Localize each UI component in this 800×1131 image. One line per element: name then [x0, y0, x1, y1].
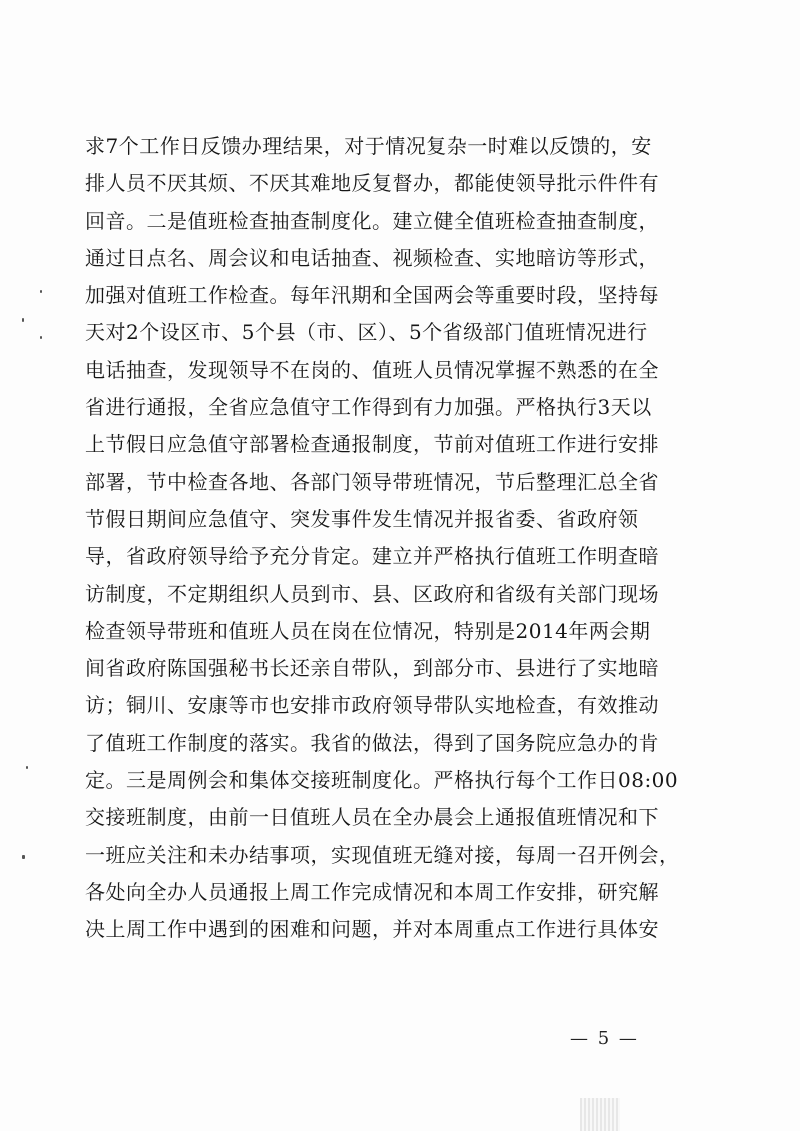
text-line: 各处向全办人员通报上周工作完成情况和本周工作安排，研究解 — [85, 879, 659, 904]
text-line: 定。三是周例会和集体交接班制度化。严格执行每个工作日08:00 — [85, 768, 679, 793]
scan-artifact — [580, 1098, 620, 1131]
text-line: 交接班制度，由前一日值班人员在全办晨会上通报值班情况和下 — [85, 805, 659, 830]
text-line: 检查领导带班和值班人员在岗在位情况，特别是2014年两会期 — [85, 618, 651, 643]
text-line: 天对2个设区市、5个县（市、区）、5个省级部门值班情况进行 — [85, 320, 648, 345]
scan-speck — [26, 766, 28, 769]
text-line: 决上周工作中遇到的困难和问题，并对本周重点工作进行具体安 — [85, 917, 659, 942]
text-line: 回音。二是值班检查抽查制度化。建立健全值班检查抽查制度， — [85, 208, 659, 233]
text-line: 间省政府陈国强秘书长还亲自带队，到部分市、县进行了实地暗 — [85, 656, 659, 681]
text-line: 了值班工作制度的落实。我省的做法，得到了国务院应急办的肯 — [85, 730, 659, 755]
scan-speck — [40, 336, 42, 339]
text-line: 通过日点名、周会议和电话抽查、视频检查、实地暗访等形式， — [85, 245, 659, 270]
text-line: 省进行通报，全省应急值守工作得到有力加强。严格执行3天以 — [85, 395, 652, 420]
text-line: 访；铜川、安康等市也安排市政府领导带队实地检查，有效推动 — [85, 693, 659, 718]
text-line: 上节假日应急值守部署检查通报制度，节前对值班工作进行安排 — [85, 432, 659, 457]
page-number: — 5 — — [570, 1028, 639, 1049]
scan-speck — [22, 318, 24, 322]
scan-speck — [22, 855, 25, 859]
text-line: 访制度，不定期组织人员到市、县、区政府和省级有关部门现场 — [85, 581, 659, 606]
text-line: 电话抽查，发现领导不在岗的、值班人员情况掌握不熟悉的在全 — [85, 357, 659, 382]
body-text — [85, 128, 705, 949]
scan-speck — [40, 290, 42, 293]
text-line: 排人员不厌其烦、不厌其难地反复督办，都能使领导批示件件有 — [85, 171, 659, 196]
text-line: 一班应关注和未办结事项，实现值班无缝对接，每周一召开例会， — [85, 842, 680, 867]
text-line: 节假日期间应急值守、突发事件发生情况并报省委、省政府领 — [85, 506, 639, 531]
text-line: 导，省政府领导给予充分肯定。建立并严格执行值班工作明查暗 — [85, 544, 659, 569]
text-line: 求7个工作日反馈办理结果，对于情况复杂一时难以反馈的，安 — [85, 134, 652, 158]
text-line: 部署，节中检查各地、各部门领导带班情况，节后整理汇总全省 — [85, 469, 659, 494]
text-line: 加强对值班工作检查。每年汛期和全国两会等重要时段，坚持每 — [85, 283, 659, 308]
